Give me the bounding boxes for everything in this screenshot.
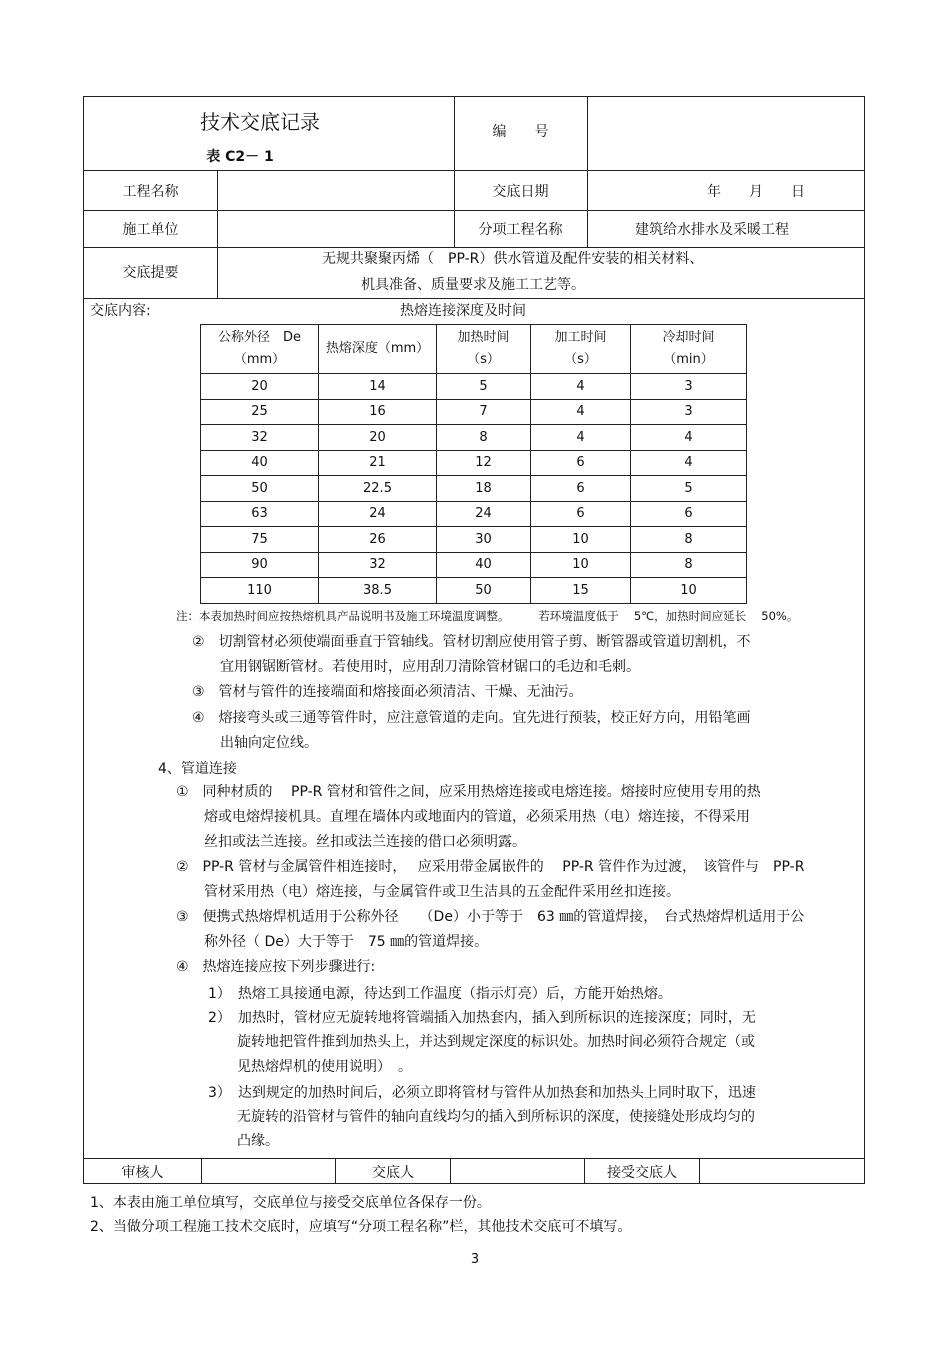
form-title: 技术交底记录 — [200, 110, 320, 134]
table-row: 63 24 24 6 6 — [201, 501, 747, 527]
table-row: 90 32 40 10 8 — [201, 552, 747, 578]
sig-line-5 — [699, 1158, 700, 1184]
sub-project-value: 建筑给水排水及采暖工程 — [635, 222, 789, 238]
text-line: 熔或电熔焊接机具。直埋在墙体内或地面内的管道，必须采用热（电）熔连接，不得采用 — [204, 809, 750, 825]
text-line: ④ 热熔连接应按下列步骤进行: — [176, 959, 376, 975]
table-row: 20 14 5 4 3 — [201, 374, 747, 400]
table-note: 注：本表加热时间应按热熔机具产品说明书及施工环境温度调整。 若环境温度低于 5℃，加热时间应延长 50%。 — [176, 609, 799, 623]
fusion-depth-table — [200, 324, 747, 604]
receiver-label: 接受交底人 — [607, 1165, 677, 1181]
serial-field[interactable] — [589, 98, 863, 168]
col-header: 热熔深度（mm） — [319, 325, 437, 374]
text-line: 2） 加热时，管材应无旋转地将管端插入加热套内，插入到所标识的连接深度；同时，无 — [208, 1010, 756, 1026]
table-row: 50 22.5 18 6 5 — [201, 476, 747, 502]
construction-unit-field[interactable] — [219, 212, 453, 246]
table-row: 40 21 12 6 4 — [201, 450, 747, 476]
text-line: 3） 达到规定的加热时间后，必须立即将管材与管件从加热套和加热头上同时取下，迅速 — [208, 1085, 756, 1101]
frame-left — [83, 96, 84, 1184]
frame-top — [83, 96, 865, 97]
sub-project-label: 分项工程名称 — [478, 222, 563, 238]
text-line: ④ 熔接弯头或三通等管件时，应注意管道的走向。宜先进行预装，校正好方向，用铅笔画 — [192, 710, 751, 726]
summary-label: 交底提要 — [122, 265, 179, 281]
text-line: ① 同种材质的 PP-R 管材和管件之间，应采用热熔连接或电熔连接。熔接时应使用专用的热 — [176, 784, 761, 800]
project-name-label: 工程名称 — [122, 184, 179, 200]
receiver-field[interactable] — [701, 1160, 863, 1182]
col-line-c — [217, 170, 218, 299]
text-line: ② PP-R 管材与金属管件相连接时， 应采用带金属嵌件的 PP-R 管件作为过渡， 该管件与 PP-R — [176, 859, 805, 875]
row-line-1 — [83, 170, 865, 171]
discloser-field[interactable] — [452, 1160, 583, 1182]
text-line: 宜用钢锯断管材。若使用时，应用刮刀清除管材锯口的毛边和毛刺。 — [220, 659, 640, 675]
handover-date-field[interactable]: 年 月 日 — [707, 184, 805, 200]
row-line-4 — [83, 298, 865, 299]
text-line: 1） 热熔工具接通电源，待达到工作温度（指示灯亮）后，方能开始热熔。 — [208, 986, 672, 1002]
footnote-2: 2、当做分项工程施工技术交底时，应填写“分项工程名称”栏，其他技术交底可不填写。 — [90, 1219, 632, 1235]
text-line: 丝扣或法兰连接。丝扣或法兰连接的借口必须明露。 — [204, 834, 526, 850]
project-name-field[interactable] — [219, 172, 453, 209]
construction-unit-label: 施工单位 — [122, 222, 179, 238]
text-line: 管材采用热（电）熔连接，与金属管件或卫生洁具的五金配件采用丝扣连接。 — [204, 884, 680, 900]
summary-line-1: 无规共聚聚丙烯（ PP-R）供水管道及配件安装的相关材料、 — [322, 251, 704, 267]
text-line: 无旋转的沿管材与管件的轴向直线均匀的插入到所标识的深度，使接缝处形成均匀的 — [237, 1109, 755, 1125]
text-line: ③ 便携式热熔焊机适用于公称外径 （De）小于等于 63 ㎜的管道焊接， 台式热熔焊机适用于公 — [176, 909, 805, 925]
row-line-2 — [83, 210, 865, 211]
text-line: 出轴向定位线。 — [220, 735, 318, 751]
col-header: 加热时间 （s） — [437, 325, 531, 374]
text-line: 见热熔焊机的使用说明） 。 — [237, 1059, 412, 1075]
col-line-b — [587, 96, 588, 248]
summary-line-2: 机具准备、质量要求及施工工艺等。 — [361, 277, 585, 293]
text-line: 旋转地把管件推到加热头上，并达到规定深度的标识处。加热时间必须符合规定（或 — [237, 1034, 755, 1050]
table-row: 110 38.5 50 15 10 — [201, 578, 747, 604]
handover-date-label: 交底日期 — [492, 184, 549, 200]
table-row: 75 26 30 10 8 — [201, 527, 747, 553]
reviewer-field[interactable] — [203, 1160, 334, 1182]
content-label: 交底内容: — [90, 303, 151, 319]
footnote-1: 1、本表由施工单位填写，交底单位与接受交底单位各保存一份。 — [90, 1195, 491, 1211]
reviewer-label: 审核人 — [121, 1165, 164, 1181]
page-number: 3 — [470, 1252, 480, 1267]
col-header: 冷却时间 （min） — [631, 325, 747, 374]
discloser-label: 交底人 — [372, 1165, 414, 1181]
form-code: 表 C2－ 1 — [206, 149, 274, 165]
table-header-row — [201, 325, 747, 374]
table-row: 32 20 8 4 4 — [201, 425, 747, 451]
text-line: 凸缘。 — [237, 1133, 279, 1149]
serial-label: 编 号 — [492, 124, 549, 140]
table-title: 热熔连接深度及时间 — [400, 303, 526, 319]
col-header: 公称外径 De （mm） — [201, 325, 319, 374]
sig-line-3 — [450, 1158, 451, 1184]
frame-right — [864, 96, 865, 1184]
text-line: ② 切割管材必须使端面垂直于管轴线。管材切割应使用管子剪、断管器或管道切割机，不 — [192, 634, 751, 650]
table-row: 25 16 7 4 3 — [201, 399, 747, 425]
text-line: 称外径（ De）大于等于 75 ㎜的管道焊接。 — [204, 934, 489, 950]
col-header: 加工时间 （s） — [531, 325, 631, 374]
sig-line-1 — [201, 1158, 202, 1184]
text-line: ③ 管材与管件的连接端面和熔接面必须清洁、干燥、无油污。 — [192, 684, 583, 700]
section-heading: 4、管道连接 — [158, 761, 237, 777]
